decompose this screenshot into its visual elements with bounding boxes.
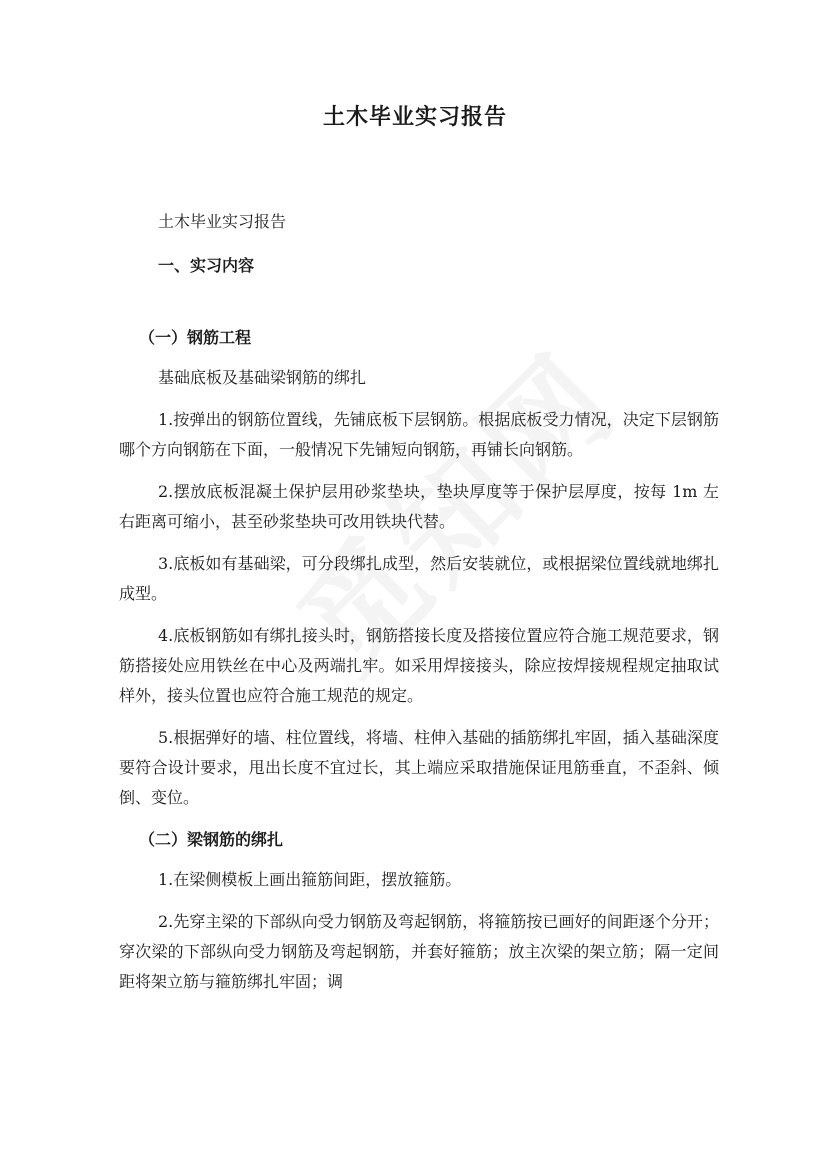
paragraph: 4.底板钢筋如有绑扎接头时，钢筋搭接长度及搭接位置应符合施工规范要求，钢筋搭接处应用铁丝在中心及两端扎牢。如采用焊接接头，除应按焊接规程规定抽取试样外，接头位置也应符合施工规范的规定。 (119, 626, 719, 705)
paragraph: 1.按弹出的钢筋位置线，先铺底板下层钢筋。根据底板受力情况，决定下层钢筋哪个方向钢筋在下面，一般情况下先铺短向钢筋，再铺长向钢筋。 (119, 410, 719, 459)
paragraph: 5.根据弹好的墙、柱位置线，将墙、柱伸入基础的插筋绑扎牢固，插入基础深度要符合设计要求，甩出长度不宜过长，其上端应采取措施保证甩筋垂直，不歪斜、倾倒、变位。 (119, 728, 719, 807)
part-subheading-foundation: 基础底板及基础梁钢筋的绑扎 (158, 368, 367, 387)
part-heading-beam-rebar: （二）梁钢筋的绑扎 (139, 830, 284, 849)
document-subtitle: 土木毕业实习报告 (158, 212, 287, 231)
document-title: 土木毕业实习报告 (322, 104, 507, 130)
paragraph: 2.摆放底板混凝土保护层用砂浆垫块，垫块厚度等于保护层厚度，按每 1m 左右距离可缩小，甚至砂浆垫块可改用铁块代替。 (119, 482, 719, 531)
document-body (119, 207, 719, 1009)
paragraph: 1.在梁侧模板上画出箍筋间距，摆放箍筋。 (158, 870, 462, 889)
section-heading-internship-content: 一、实习内容 (158, 256, 255, 275)
paragraph: 3.底板如有基础梁，可分段绑扎成型，然后安装就位，或根据梁位置线就地绑扎成型。 (119, 554, 719, 603)
part-heading-rebar-engineering: （一）钢筋工程 (139, 328, 252, 347)
paragraph: 2.先穿主梁的下部纵向受力钢筋及弯起钢筋，将箍筋按已画好的间距逐个分开；穿次梁的下部纵向受力钢筋及弯起钢筋，并套好箍筋；放主次梁的架立筋；隔一定间距将架立筋与箍筋绑扎牢固；调 (119, 912, 719, 991)
